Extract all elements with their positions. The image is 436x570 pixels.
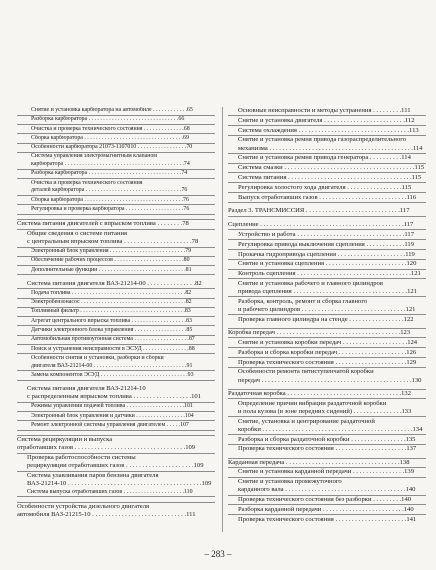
toc-entry: Снятие, установка и центрирование раздаточной (238, 417, 375, 425)
toc-entry: Карданная передача . . . . . . . . . . . . . . . . . . . . . . . . . . . . . . . . . . .138 (228, 458, 426, 468)
toc-entry: Снятие и установка промежуточного (238, 478, 342, 486)
toc-entry: и пола кузова (в зоне передних сидений) . . . . . . . . . . . . . . .133 (228, 408, 426, 417)
toc-entry: Проверка технического состояния . . . . . . . . . . . . . . . . . . . . . .129 (228, 359, 426, 368)
toc-entry: коробки . . . . . . . . . . . . . . . . . . . . . . . . . . . . . . . . . . . . . . . . . . . . . .134 (228, 426, 426, 435)
toc-entry: рециркуляции отработавших газов . . . . . . . . . . . . . . . . . . . . .109 (17, 462, 215, 471)
toc-entry: Сцепление . . . . . . . . . . . . . . . . . . . . . . . . . . . . . . . . . . . . . . . . . . . .117 (228, 221, 426, 230)
toc-entry: Электробензонасос . . . . . . . . . . . . . . . . . . . . . . . . . . . . . . . . . . . .82 (17, 299, 215, 308)
toc-entry: Разборка, контроль, ремонт и сборка главного (238, 297, 368, 305)
toc-entry: Дополнительные функции . . . . . . . . . . . . . . . . . . . . . . . . . . . . . .81 (17, 267, 215, 276)
toc-entry: Снятие и установка карбюратора на автомобиле . . . . . . . . . . . .65 (17, 107, 215, 116)
toc-entry: ВАЗ-21214-10 . . . . . . . . . . . . . . . . . . . . . . . . . . . . . . . . . . . . . . . . .109 (27, 480, 212, 488)
toc-entry: и рабочего цилиндров . . . . . . . . . . . . . . . . . . . . . . . . . . . . . . . .121 (228, 306, 426, 315)
toc-entry: отработавших газов . . . . . . . . . . . . . . . . . . . . . . . . . . . . . . . . . .109 (17, 444, 215, 453)
toc-entry: Система улавливания паров бензина двигателя (27, 472, 159, 480)
toc-entry: Снятие и установка рабочего и главного цилиндров (238, 279, 383, 287)
toc-entry: Подача топлива . . . . . . . . . . . . . . . . . . . . . . . . . . . . . . . . . . . . . . .82 (17, 290, 215, 299)
toc-entry: двигателя ВАЗ-21214-00 . . . . . . . . . . . . . . . . . . . . . . . . . . . . . . . .91 (17, 363, 215, 372)
toc-entry: Очистка и проверка технического состояния . . . . . . . . . . . . . .68 (17, 126, 215, 135)
toc-entry: Снятие и установка двигателя . . . . . . . . . . . . . . . . . . . . . . . . .112 (228, 117, 426, 126)
toc-entry: Регулировка и проверка карбюратора . . . . . . . . . . . . . . . . . . . .76 (17, 206, 215, 215)
toc-entry: с распределенным впрыском топлива . . . . . . . . . . . . . . . . . .101 (17, 393, 215, 402)
toc-entry: Сборка карбюратора . . . . . . . . . . . . . . . . . . . . . . . . . . . . . . . . . .76 (17, 197, 215, 206)
toc-entry: Автомобильная противоугонная система . . . . . . . . . . . . . . . . . . .87 (17, 336, 215, 345)
toc-entry: Проверка технического состояния . . . . . . . . . . . . . . . . . . . . . .137 (238, 445, 417, 453)
toc-entry: Разборка и сборка коробки передач . . . . . . . . . . . . . . . . . . . . .126 (228, 349, 426, 358)
toc-entry: передач . . . . . . . . . . . . . . . . . . . . . . . . . . . . . . . . . . . . . . . . . . . . . .130 (238, 376, 422, 384)
toc-entry: Коробка передач . . . . . . . . . . . . . . . . . . . . . . . . . . . . . . . . . . . . . .123 (228, 328, 426, 338)
toc-entry: карбюратора . . . . . . . . . . . . . . . . . . . . . . . . . . . . . . . . . . . . . . . . .74 (17, 161, 215, 170)
toc-entry: Прокачка гидропривода сцепления . . . . . . . . . . . . . . . . . . . . .119 (228, 251, 426, 260)
toc-entry: Разборка карбюратора . . . . . . . . . . . . . . . . . . . . . . . . . . . . . . .66 (17, 116, 215, 125)
toc-entry: Система питания двигателя ВАЗ-21214-00 . . . . . . . . . . . . . . .82 (17, 280, 215, 289)
toc-entry: Основные неисправности и методы устранения . . . . . . . . .111 (228, 107, 426, 116)
toc-entry: Электронный блок управления и датчики . . . . . . . . . . . . . . . . .104 (17, 413, 215, 422)
toc-entry: Система выпуска отработавших газов . . . . . . . . . . . . . . . . . . . . .110 (17, 489, 215, 498)
toc-entry: Особенности ремонта пятиступенчатой коробки (238, 368, 374, 376)
toc-entry: Проверка главного цилиндра на стенде . . . . . . . . . . . . . . . . .122 (238, 315, 414, 323)
toc-entry: Особенности устройства дизельного двигателя (17, 502, 215, 511)
toc-entry: Система питания двигателей с впрыском топлива . . . . . . . .78 (17, 219, 215, 229)
toc-entry: Снятие и установка карданной передачи . . . . . . . . . . . . . . . .139 (228, 468, 426, 477)
toc-entry: Разборка и сборка раздаточной коробки . . . . . . . . . . . . . . . . .135 (228, 436, 426, 445)
toc-entry: Проверка технического состояния . . . . . . . . . . . . . . . . . . . . . .141 (238, 515, 417, 523)
toc-entry: Система смазки . . . . . . . . . . . . . . . . . . . . . . . . . . . . . . . . . . . . . . . .115 (228, 164, 426, 173)
toc-entry: Особенности карбюратора 21073-1107010 . . . . . . . . . . . . . . . . .70 (17, 144, 215, 153)
toc-entry: Выпуск отработавших газов . . . . . . . . . . . . . . . . . . . . . . . . . . .116 (228, 194, 426, 203)
toc-entry: Режимы управления подачей топлива . . . . . . . . . . . . . . . . . . . .101 (17, 403, 215, 412)
toc-entry: деталей карбюратора . . . . . . . . . . . . . . . . . . . . . . . . . . . . . . . . .76 (17, 187, 215, 196)
toc-entry: Разборка карданной передачи . . . . . . . . . . . . . . . . . . . . . . . . .140 (228, 506, 426, 515)
toc-entry: Агрегат центрального впрыска топлива . . . . . . . . . . . . . . . . . . .83 (17, 318, 215, 327)
toc-entry: Снятие и установка ремня привода газораспределительного (238, 136, 407, 144)
toc-entry: карданного вала . . . . . . . . . . . . . . . . . . . . . . . . . . . . . . . . . . . . .140 (228, 486, 426, 495)
toc-entry: Устройство и работа . . . . . . . . . . . . . . . . . . . . . . . . . . . . . . . . .117 (228, 231, 426, 240)
toc-entry: Обеспечение рабочих процессов . . . . . . . . . . . . . . . . . . . . . . . .80 (17, 257, 215, 266)
toc-entry: Система охлаждения . . . . . . . . . . . . . . . . . . . . . . . . . . . . . . . . . .113 (228, 127, 426, 136)
toc-entry: Система питания . . . . . . . . . . . . . . . . . . . . . . . . . . . . . . . . . . . . . .115 (228, 174, 426, 183)
toc-entry: Разборка карбюратора . . . . . . . . . . . . . . . . . . . . . . . . . . . . . . . .74 (17, 170, 215, 179)
toc-entry: Регулировка привода выключения сцепления . . . . . . . . . . . .119 (228, 241, 426, 250)
toc-entry: Система рециркуляции и выпуска (17, 435, 215, 444)
toc-entry: Снятие и установка коробки передач . . . . . . . . . . . . . . . . . . . .124 (228, 339, 426, 348)
toc-entry: Электронный блок управления . . . . . . . . . . . . . . . . . . . . . . . . . .79 (17, 248, 215, 257)
toc-entry: Замена компонентов ЭСУД . . . . . . . . . . . . . . . . . . . . . . . . . . . . . .93 (17, 372, 215, 381)
toc-entry: Ремонт электронной системы управления двигателем . . . . .107 (17, 422, 215, 431)
toc-entry: Датчики электронного блока управления . . . . . . . . . . . . . . . . . .85 (17, 327, 215, 336)
toc-entry: с центральным впрыском топлива . . . . . . . . . . . . . . . . . . . . .78 (17, 238, 215, 247)
toc-entry: Определение причин вибрации раздаточной коробки (238, 399, 387, 407)
toc-entry: Система управления электромагнитным клапаном (31, 153, 157, 160)
toc-entry: Топливный фильтр . . . . . . . . . . . . . . . . . . . . . . . . . . . . . . . . . . . .83 (17, 308, 215, 317)
toc-entry: Сборка карбюратора . . . . . . . . . . . . . . . . . . . . . . . . . . . . . . . . . .69 (17, 135, 215, 144)
toc-entry: привода сцепления . . . . . . . . . . . . . . . . . . . . . . . . . . . . . . . . . . .121 (228, 288, 426, 297)
toc-entry: Раздел 3. ТРАНСМИССИЯ . . . . . . . . . . . . . . . . . . . . . . . . . . . . .117 (228, 207, 426, 216)
toc-entry: Общие сведения о системе питания (27, 230, 128, 238)
page-number: – 283 – (204, 549, 232, 559)
toc-entry: Система питания двигателя ВАЗ-21214-10 (27, 385, 146, 393)
toc-entry: Регулировка холостого хода двигателя . . . . . . . . . . . . . . . . .115 (228, 184, 426, 193)
toc-entry: Особенности снятия и установки, разборки и сборки (31, 354, 164, 361)
toc-entry: Снятие и установка сцепления . . . . . . . . . . . . . . . . . . . . . . . . .120 (228, 260, 426, 269)
toc-entry: Проверка работоспособности системы (27, 454, 136, 462)
toc-entry: Очистка и проверка технического состояния (31, 179, 143, 186)
toc-entry: Проверка технического состояния без разборки . . . . . . . . .140 (228, 496, 426, 505)
toc-right-column (228, 107, 426, 524)
toc-entry: механизма . . . . . . . . . . . . . . . . . . . . . . . . . . . . . . . . . . . . . . . . . . . .114 (228, 145, 426, 154)
toc-left-column (17, 107, 215, 519)
toc-entry: Поиск и устранения неисправности в ЭСУД . . . . . . . . . . . . . . . .88 (17, 346, 215, 355)
toc-entry: Раздаточная коробка . . . . . . . . . . . . . . . . . . . . . . . . . . . . . . . . . . .132 (228, 389, 426, 399)
toc-entry: автомобиля ВАЗ-21215-10 . . . . . . . . . . . . . . . . . . . . . . . . . . . . .111 (17, 511, 196, 519)
column-divider (222, 107, 223, 532)
toc-entry: Снятие и установка ремня привода генератора . . . . . . . . . .114 (228, 154, 426, 163)
toc-entry: Контроль сцепления . . . . . . . . . . . . . . . . . . . . . . . . . . . . . . . . . . .121 (228, 270, 426, 279)
